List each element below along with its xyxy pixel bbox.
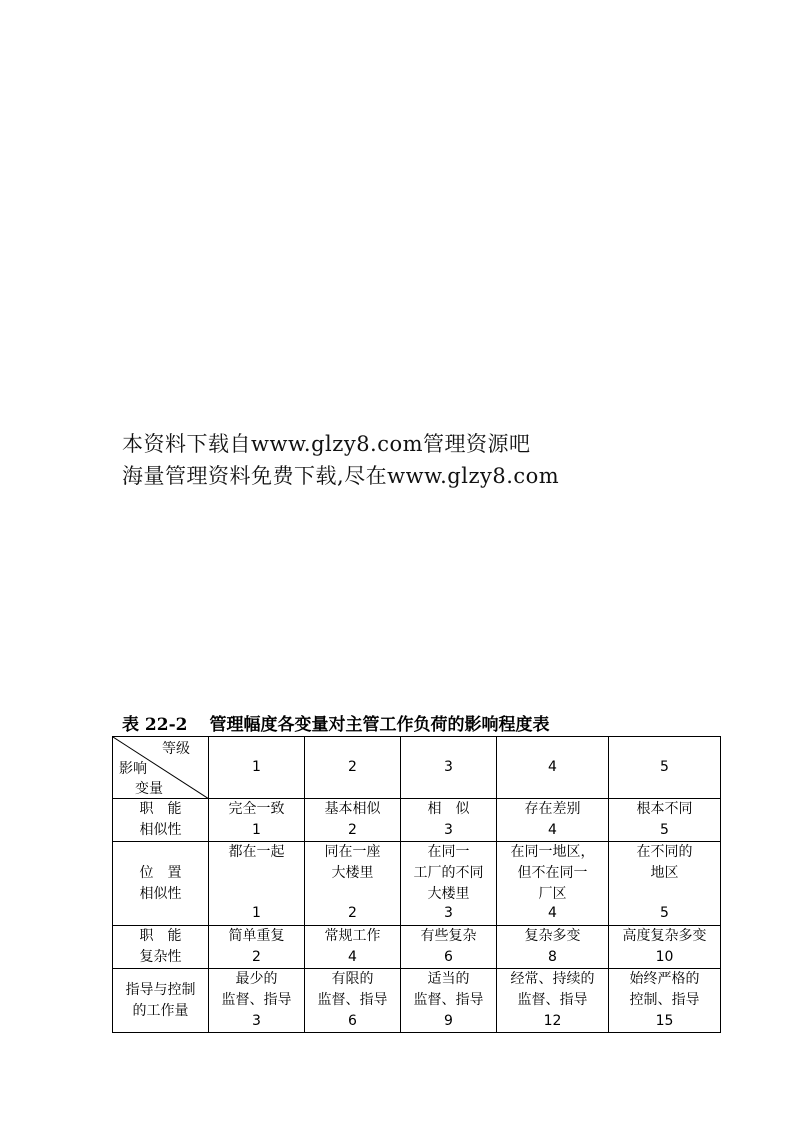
level-cell bbox=[401, 926, 497, 969]
table-row bbox=[113, 969, 721, 1033]
table-row bbox=[113, 842, 721, 926]
level-cell bbox=[609, 799, 721, 842]
level-cell bbox=[401, 799, 497, 842]
variable-line: 职 能 bbox=[139, 928, 182, 944]
cell-score: 5 bbox=[660, 822, 669, 838]
level-header: 2 bbox=[305, 737, 401, 799]
cell-score: 5 bbox=[660, 905, 669, 921]
cell-text: 始终严格的 bbox=[629, 971, 700, 987]
cell-text: 相 似 bbox=[427, 801, 470, 817]
watermark-line-1: 本资料下载自www.glzy8.com管理资源吧 bbox=[122, 432, 531, 456]
level-cell bbox=[497, 842, 609, 926]
cell-text: 监督、指导 bbox=[517, 992, 588, 1008]
cell-score: 3 bbox=[444, 905, 453, 921]
cell-score: 8 bbox=[548, 949, 557, 965]
cell-text: 大楼里 bbox=[427, 886, 470, 902]
cell-text: 简单重复 bbox=[228, 928, 285, 944]
level-cell bbox=[497, 926, 609, 969]
variable-line: 复杂性 bbox=[139, 949, 182, 965]
cell-score: 10 bbox=[655, 949, 674, 965]
level-cell bbox=[305, 799, 401, 842]
cell-text: 存在差别 bbox=[524, 801, 581, 817]
cell-score: 9 bbox=[444, 1013, 453, 1029]
variable-line: 职 能 bbox=[139, 801, 182, 817]
table-row bbox=[113, 799, 721, 842]
level-cell bbox=[609, 926, 721, 969]
cell-text: 完全一致 bbox=[228, 801, 285, 817]
corner-label-level: 等级 bbox=[162, 741, 190, 757]
cell-text: 适当的 bbox=[427, 971, 470, 987]
cell-text: 监督、指导 bbox=[413, 992, 484, 1008]
variable-cell bbox=[113, 969, 209, 1033]
cell-text: 常规工作 bbox=[324, 928, 381, 944]
level-cell bbox=[497, 799, 609, 842]
cell-score: 4 bbox=[348, 949, 357, 965]
table-title: 管理幅度各变量对主管工作负荷的影响程度表 bbox=[209, 715, 550, 735]
cell-text: 高度复杂多变 bbox=[622, 928, 707, 944]
cell-text: 厂区 bbox=[538, 886, 567, 902]
table-row bbox=[113, 926, 721, 969]
cell-text: 最少的 bbox=[235, 971, 278, 987]
level-cell bbox=[209, 926, 305, 969]
cell-text: 在同一地区， bbox=[510, 844, 595, 860]
level-cell bbox=[497, 969, 609, 1033]
cell-text: 根本不同 bbox=[636, 801, 693, 817]
cell-text: 大楼里 bbox=[331, 865, 374, 881]
level-cell bbox=[609, 969, 721, 1033]
level-header: 3 bbox=[401, 737, 497, 799]
cell-score: 4 bbox=[548, 822, 557, 838]
cell-score: 2 bbox=[252, 949, 261, 965]
variable-line: 相似性 bbox=[139, 885, 182, 902]
table-caption bbox=[122, 710, 549, 735]
level-cell bbox=[305, 926, 401, 969]
cell-text: 复杂多变 bbox=[524, 928, 581, 944]
cell-text: 基本相似 bbox=[324, 801, 381, 817]
cell-text: 监督、指导 bbox=[317, 992, 388, 1008]
level-cell bbox=[401, 969, 497, 1033]
cell-score: 1 bbox=[252, 905, 261, 921]
level-cell bbox=[609, 842, 721, 926]
cell-score: 2 bbox=[348, 905, 357, 921]
cell-text: 有限的 bbox=[331, 971, 374, 987]
variable-line: 的工作量 bbox=[132, 1002, 189, 1019]
variable-line: 相似性 bbox=[139, 822, 182, 838]
cell-score: 6 bbox=[444, 949, 453, 965]
cell-text: 在同一 bbox=[427, 844, 470, 860]
cell-text: 经常、持续的 bbox=[510, 971, 595, 987]
level-cell bbox=[209, 842, 305, 926]
cell-score: 6 bbox=[348, 1013, 357, 1029]
variable-cell bbox=[113, 842, 209, 926]
level-cell bbox=[401, 842, 497, 926]
level-header: 1 bbox=[209, 737, 305, 799]
level-header: 5 bbox=[609, 737, 721, 799]
variable-cell bbox=[113, 799, 209, 842]
corner-cell bbox=[113, 737, 209, 799]
cell-score: 3 bbox=[444, 822, 453, 838]
corner-label-influence: 影响 bbox=[119, 761, 147, 777]
level-header: 4 bbox=[497, 737, 609, 799]
header-row bbox=[113, 737, 721, 799]
cell-text: 监督、指导 bbox=[221, 992, 292, 1008]
cell-score: 12 bbox=[543, 1013, 562, 1029]
cell-text: 地区 bbox=[650, 865, 679, 881]
cell-text: 在不同的 bbox=[636, 844, 693, 860]
cell-score: 2 bbox=[348, 822, 357, 838]
cell-score: 4 bbox=[548, 905, 557, 921]
table-number: 表 22-2 bbox=[122, 715, 188, 735]
corner-label-variable: 变量 bbox=[135, 781, 163, 797]
cell-score: 15 bbox=[655, 1013, 674, 1029]
level-cell bbox=[305, 842, 401, 926]
variable-line: 指导与控制 bbox=[125, 981, 196, 998]
cell-score: 3 bbox=[252, 1013, 261, 1029]
cell-text: 有些复杂 bbox=[420, 928, 477, 944]
variable-cell bbox=[113, 926, 209, 969]
cell-text: 同在一座 bbox=[324, 844, 381, 860]
cell-score: 1 bbox=[252, 822, 261, 838]
variable-line: 位 置 bbox=[139, 864, 182, 881]
workload-table bbox=[112, 736, 721, 1033]
cell-text: 但不在同一 bbox=[517, 865, 588, 881]
cell-text: 控制、指导 bbox=[629, 992, 700, 1008]
level-cell bbox=[209, 799, 305, 842]
level-cell bbox=[209, 969, 305, 1033]
watermark-line-2: 海量管理资料免费下载,尽在www.glzy8.com bbox=[122, 464, 560, 488]
cell-text: 都在一起 bbox=[228, 844, 285, 860]
watermark-text bbox=[122, 428, 559, 492]
cell-text: 工厂的不同 bbox=[413, 865, 484, 881]
level-cell bbox=[305, 969, 401, 1033]
